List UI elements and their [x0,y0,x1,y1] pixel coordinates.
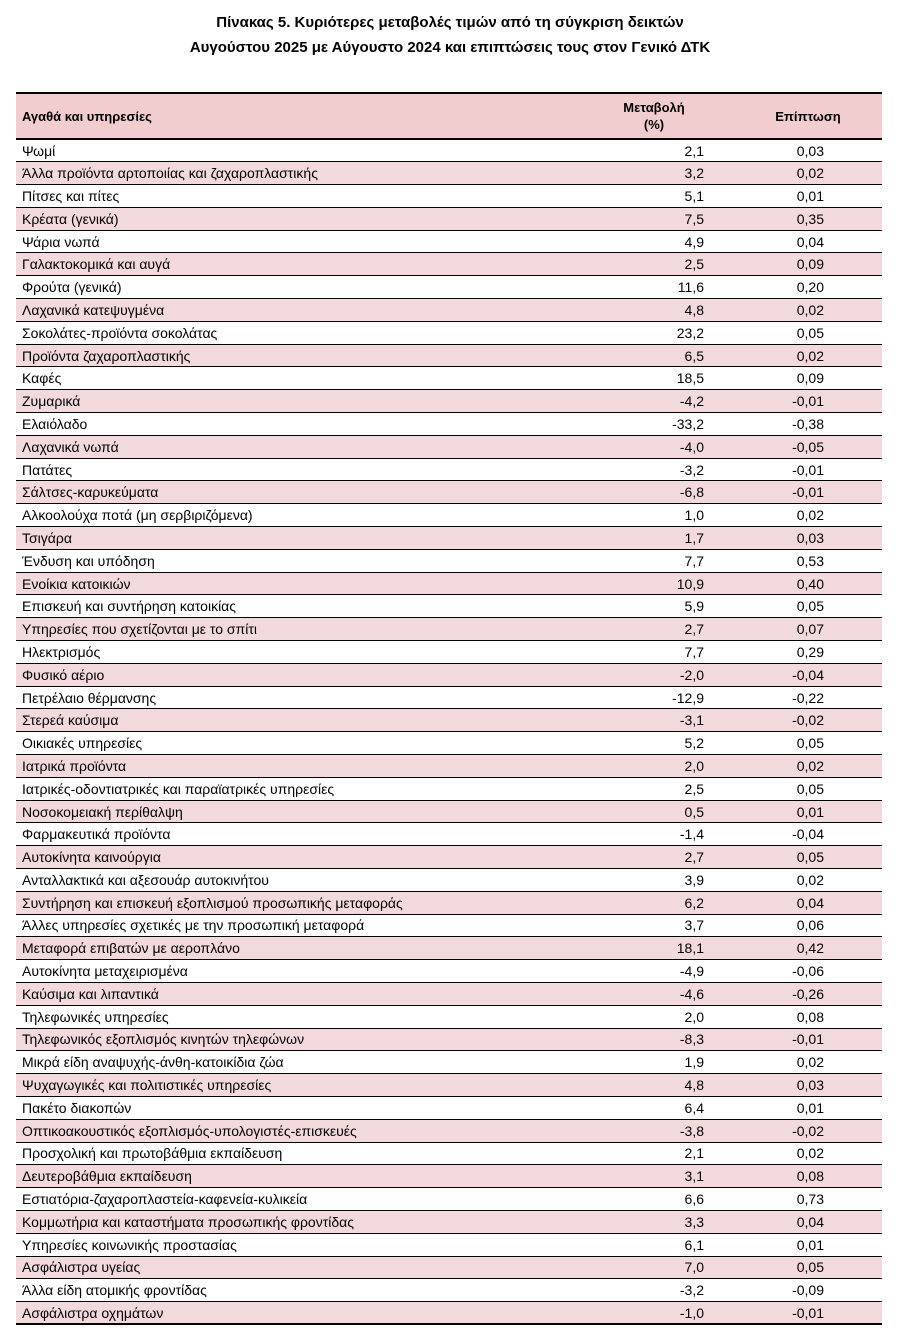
item-name-cell: Ενοίκια κατοικιών [16,572,574,595]
item-name-cell: Τηλεφωνικός εξοπλισμός κινητών τηλεφώνων [16,1028,574,1051]
table-row [16,709,882,732]
change-cell: 2,7 [574,618,734,641]
item-name-cell: Σάλτσες-καρυκεύματα [16,481,574,504]
item-name-cell: Άλλα προϊόντα αρτοποιίας και ζαχαροπλαστικής [16,162,574,185]
item-name-cell: Ψωμί [16,139,574,162]
table-row [16,321,882,344]
item-name-cell: Προσχολική και πρωτοβάθμια εκπαίδευση [16,1142,574,1165]
table-body [16,139,882,1324]
table-row [16,1233,882,1256]
impact-cell: 0,01 [734,800,882,823]
table-row [16,846,882,869]
change-cell: -8,3 [574,1028,734,1051]
table-row [16,1279,882,1302]
item-name-cell: Εστιατόρια-ζαχαροπλαστεία-καφενεία-κυλικεία [16,1188,574,1211]
table-row [16,755,882,778]
change-cell: 4,8 [574,1074,734,1097]
change-cell: 5,9 [574,595,734,618]
change-cell: -4,9 [574,960,734,983]
item-name-cell: Ιατρικές-οδοντιατρικές και παραϊατρικές υπηρεσίες [16,777,574,800]
table-row [16,276,882,299]
change-cell: 1,0 [574,504,734,527]
item-name-cell: Στερεά καύσιμα [16,709,574,732]
impact-cell: 0,02 [734,1051,882,1074]
item-name-cell: Ελαιόλαδο [16,413,574,436]
item-name-cell: Μεταφορά επιβατών με αεροπλάνο [16,937,574,960]
table-row [16,960,882,983]
item-name-cell: Τσιγάρα [16,527,574,550]
item-name-cell: Άλλες υπηρεσίες σχετικές με την προσωπική μεταφορά [16,914,574,937]
table-row [16,1188,882,1211]
impact-cell: 0,29 [734,641,882,664]
impact-cell: 0,05 [734,321,882,344]
item-name-cell: Νοσοκομειακή περίθαλψη [16,800,574,823]
item-name-cell: Ιατρικά προϊόντα [16,755,574,778]
table-row [16,1096,882,1119]
impact-cell: 0,42 [734,937,882,960]
impact-cell: 0,08 [734,1005,882,1028]
impact-cell: 0,73 [734,1188,882,1211]
change-cell: 3,9 [574,869,734,892]
table-row [16,481,882,504]
item-name-cell: Ψυχαγωγικές και πολιτιστικές υπηρεσίες [16,1074,574,1097]
change-cell: 5,1 [574,185,734,208]
impact-cell: -0,01 [734,1302,882,1325]
item-name-cell: Φαρμακευτικά προϊόντα [16,823,574,846]
impact-cell: 0,07 [734,618,882,641]
impact-cell: -0,01 [734,458,882,481]
item-name-cell: Υπηρεσίες κοινωνικής προστασίας [16,1233,574,1256]
impact-cell: 0,40 [734,572,882,595]
table-row [16,595,882,618]
item-name-cell: Πίτσες και πίτες [16,185,574,208]
change-cell: 1,9 [574,1051,734,1074]
change-cell: 7,7 [574,641,734,664]
item-name-cell: Ασφάλιστρα οχημάτων [16,1302,574,1325]
table-row [16,1005,882,1028]
table-row [16,1210,882,1233]
impact-cell: 0,20 [734,276,882,299]
item-name-cell: Ηλεκτρισμός [16,641,574,664]
item-name-cell: Δευτεροβάθμια εκπαίδευση [16,1165,574,1188]
change-cell: 3,3 [574,1210,734,1233]
item-name-cell: Λαχανικά κατεψυγμένα [16,299,574,322]
table-row [16,823,882,846]
change-cell: 2,1 [574,139,734,162]
item-name-cell: Κρέατα (γενικά) [16,207,574,230]
table-row [16,1165,882,1188]
header-item: Αγαθά και υπηρεσίες [16,93,574,139]
item-name-cell: Αλκοολούχα ποτά (μη σερβιριζόμενα) [16,504,574,527]
impact-cell: 0,02 [734,755,882,778]
change-cell: -3,2 [574,1279,734,1302]
change-cell: 11,6 [574,276,734,299]
impact-cell: 0,08 [734,1165,882,1188]
change-cell: 10,9 [574,572,734,595]
impact-cell: 0,35 [734,207,882,230]
item-name-cell: Πετρέλαιο θέρμανσης [16,686,574,709]
item-name-cell: Υπηρεσίες που σχετίζονται με το σπίτι [16,618,574,641]
table-row [16,1051,882,1074]
item-name-cell: Συντήρηση και επισκευή εξοπλισμού προσωπικής μεταφοράς [16,891,574,914]
impact-cell: -0,01 [734,481,882,504]
change-cell: 3,2 [574,162,734,185]
table-row [16,549,882,572]
impact-cell: 0,05 [734,595,882,618]
impact-cell: 0,01 [734,1233,882,1256]
table-row [16,937,882,960]
item-name-cell: Ασφάλιστρα υγείας [16,1256,574,1279]
table-row [16,618,882,641]
item-name-cell: Άλλα είδη ατομικής φροντίδας [16,1279,574,1302]
impact-cell: 0,09 [734,367,882,390]
item-name-cell: Κομμωτήρια και καταστήματα προσωπικής φροντίδας [16,1210,574,1233]
table-row [16,139,882,162]
change-cell: 7,5 [574,207,734,230]
table-row [16,869,882,892]
table-row [16,458,882,481]
item-name-cell: Επισκευή και συντήρηση κατοικίας [16,595,574,618]
change-cell: 5,2 [574,732,734,755]
change-cell: 4,8 [574,299,734,322]
impact-cell: 0,02 [734,504,882,527]
change-cell: 0,5 [574,800,734,823]
change-cell: -3,2 [574,458,734,481]
impact-cell: 0,02 [734,869,882,892]
item-name-cell: Οπτικοακουστικός εξοπλισμός-υπολογιστές-επισκευές [16,1119,574,1142]
impact-cell: -0,02 [734,1119,882,1142]
table-row [16,686,882,709]
table-row [16,207,882,230]
change-cell: 18,5 [574,367,734,390]
impact-cell: -0,04 [734,823,882,846]
table-row [16,1142,882,1165]
impact-cell: 0,03 [734,139,882,162]
change-cell: 3,1 [574,1165,734,1188]
change-cell: -4,0 [574,435,734,458]
table-row [16,413,882,436]
item-name-cell: Πακέτο διακοπών [16,1096,574,1119]
item-name-cell: Αυτοκίνητα καινούργια [16,846,574,869]
header-change: Μεταβολή (%) [574,93,734,139]
impact-cell: -0,04 [734,663,882,686]
impact-cell: -0,01 [734,390,882,413]
impact-cell: 0,05 [734,777,882,800]
table-row [16,162,882,185]
impact-cell: 0,01 [734,185,882,208]
table-title-line-1: Πίνακας 5. Κυριότερες μεταβολές τιμών από τη σύγκριση δεικτών [216,14,684,31]
change-cell: 2,5 [574,777,734,800]
change-cell: 6,4 [574,1096,734,1119]
impact-cell: -0,05 [734,435,882,458]
impact-cell: 0,05 [734,732,882,755]
table-row [16,1256,882,1279]
impact-cell: 0,02 [734,344,882,367]
item-name-cell: Γαλακτοκομικά και αυγά [16,253,574,276]
change-cell: 4,9 [574,230,734,253]
item-name-cell: Ένδυση και υπόδηση [16,549,574,572]
item-name-cell: Ανταλλακτικά και αξεσουάρ αυτοκινήτου [16,869,574,892]
change-cell: -4,6 [574,982,734,1005]
item-name-cell: Καφές [16,367,574,390]
impact-cell: 0,53 [734,549,882,572]
table-row [16,777,882,800]
change-cell: -1,4 [574,823,734,846]
table-row [16,891,882,914]
header-impact: Επίπτωση [734,93,882,139]
table-row [16,230,882,253]
change-cell: 3,7 [574,914,734,937]
change-cell: -1,0 [574,1302,734,1325]
table-row [16,185,882,208]
table-row [16,435,882,458]
change-cell: -3,8 [574,1119,734,1142]
item-name-cell: Αυτοκίνητα μεταχειρισμένα [16,960,574,983]
change-cell: 6,6 [574,1188,734,1211]
item-name-cell: Τηλεφωνικές υπηρεσίες [16,1005,574,1028]
impact-cell: 0,04 [734,230,882,253]
impact-cell: -0,02 [734,709,882,732]
table-row [16,1302,882,1325]
price-changes-table [16,92,882,1325]
change-cell: -2,0 [574,663,734,686]
change-cell: 7,0 [574,1256,734,1279]
change-cell: 2,1 [574,1142,734,1165]
impact-cell: 0,04 [734,891,882,914]
table-row [16,299,882,322]
table-row [16,1119,882,1142]
impact-cell: -0,38 [734,413,882,436]
impact-cell: -0,22 [734,686,882,709]
impact-cell: 0,02 [734,162,882,185]
table-row [16,367,882,390]
impact-cell: -0,06 [734,960,882,983]
table-header-row [16,93,882,139]
impact-cell: 0,04 [734,1210,882,1233]
item-name-cell: Φρούτα (γενικά) [16,276,574,299]
item-name-cell: Μικρά είδη αναψυχής-άνθη-κατοικίδια ζώα [16,1051,574,1074]
table-row [16,914,882,937]
impact-cell: -0,26 [734,982,882,1005]
change-cell: 6,2 [574,891,734,914]
impact-cell: 0,05 [734,1256,882,1279]
table-row [16,1074,882,1097]
change-cell: 23,2 [574,321,734,344]
item-name-cell: Σοκολάτες-προϊόντα σοκολάτας [16,321,574,344]
table-row [16,572,882,595]
impact-cell: 0,02 [734,1142,882,1165]
item-name-cell: Φυσικό αέριο [16,663,574,686]
item-name-cell: Λαχανικά νωπά [16,435,574,458]
item-name-cell: Ψάρια νωπά [16,230,574,253]
impact-cell: 0,02 [734,299,882,322]
impact-cell: -0,09 [734,1279,882,1302]
change-cell: 18,1 [574,937,734,960]
change-cell: -3,1 [574,709,734,732]
change-cell: 7,7 [574,549,734,572]
change-cell: 6,1 [574,1233,734,1256]
item-name-cell: Ζυμαρικά [16,390,574,413]
impact-cell: 0,09 [734,253,882,276]
table-row [16,800,882,823]
item-name-cell: Οικιακές υπηρεσίες [16,732,574,755]
table-row [16,390,882,413]
table-row [16,982,882,1005]
item-name-cell: Πατάτες [16,458,574,481]
change-cell: -6,8 [574,481,734,504]
change-cell: 2,0 [574,755,734,778]
change-cell: 2,0 [574,1005,734,1028]
impact-cell: 0,03 [734,1074,882,1097]
table-row [16,504,882,527]
table-row [16,732,882,755]
impact-cell: 0,01 [734,1096,882,1119]
change-cell: 6,5 [574,344,734,367]
table-title-line-2: Αυγούστου 2025 με Αύγουστο 2024 και επιπτώσεις τους στον Γενικό ΔΤΚ [189,39,711,56]
table-row [16,527,882,550]
item-name-cell: Προϊόντα ζαχαροπλαστικής [16,344,574,367]
item-name-cell: Καύσιμα και λιπαντικά [16,982,574,1005]
change-cell: -12,9 [574,686,734,709]
impact-cell: 0,05 [734,846,882,869]
change-cell: 2,7 [574,846,734,869]
table-row [16,344,882,367]
change-cell: 2,5 [574,253,734,276]
change-cell: -4,2 [574,390,734,413]
impact-cell: 0,03 [734,527,882,550]
table-row [16,663,882,686]
change-cell: -33,2 [574,413,734,436]
impact-cell: -0,01 [734,1028,882,1051]
table-row [16,1028,882,1051]
table-row [16,641,882,664]
table-row [16,253,882,276]
impact-cell: 0,06 [734,914,882,937]
change-cell: 1,7 [574,527,734,550]
